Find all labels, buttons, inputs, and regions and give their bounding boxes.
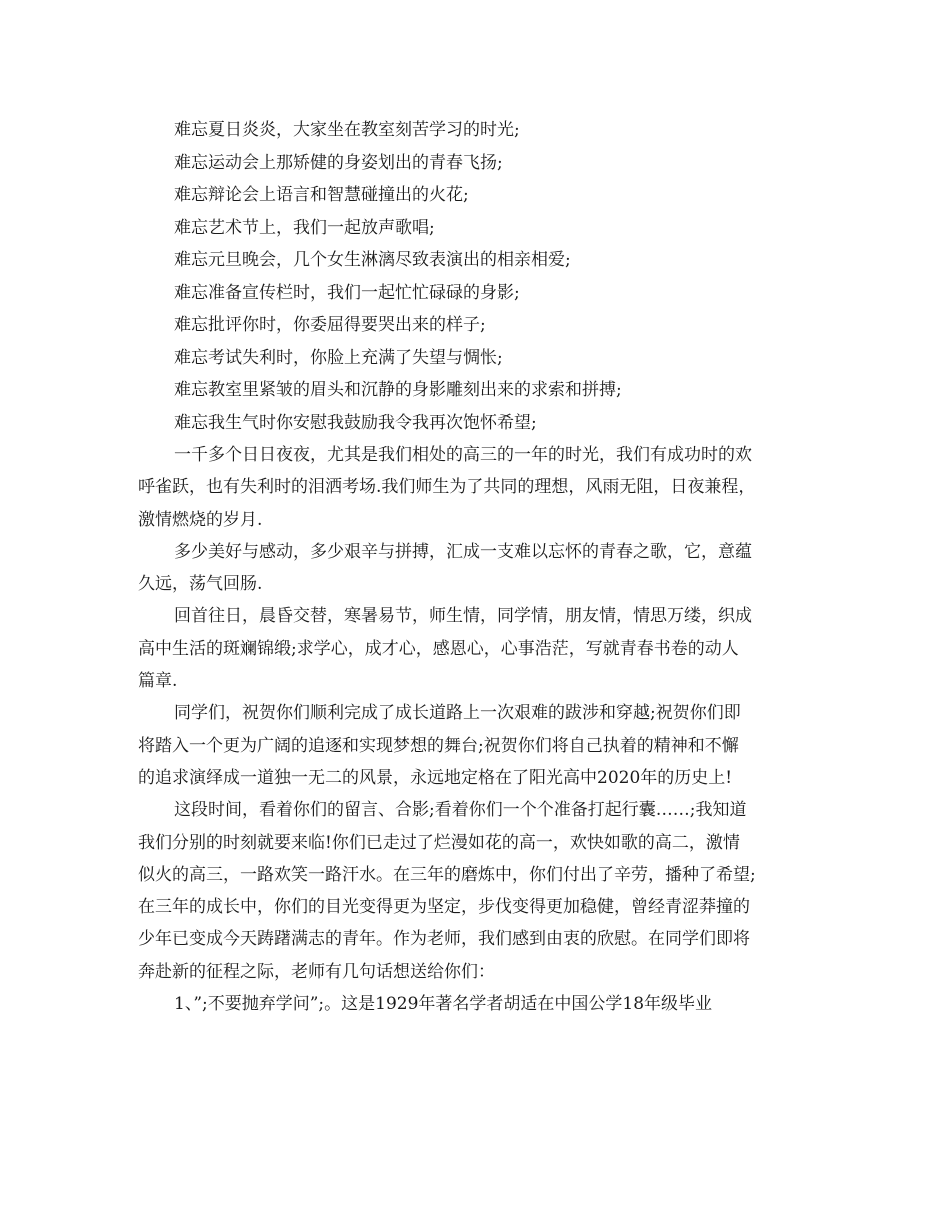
document-body (138, 114, 828, 1020)
paragraph-line: 一千多个日日夜夜，尤其是我们相处的高三的一年的时光，我们有成功时的欢 (174, 445, 752, 465)
memory-line: 难忘教室里紧皱的眉头和沉静的身影雕刻出来的求索和拼搏; (174, 380, 622, 400)
paragraph (138, 600, 828, 697)
paragraph-line: 激情燃烧的岁月. (138, 509, 263, 530)
paragraph (138, 697, 828, 794)
paragraph-line: 将踏入一个更为广阔的追逐和实现梦想的舞台;祝贺你们将自己执着的精神和不懈 (138, 735, 739, 756)
memory-line: 难忘运动会上那矫健的身姿划出的青春飞扬; (174, 152, 503, 173)
paragraph (138, 794, 828, 988)
paragraph-line: 似火的高三，一路欢笑一路汗水。在三年的磨炼中，你们付出了辛劳，播种了希望; (138, 864, 756, 885)
paragraph-line: 多少美好与感动，多少艰辛与拼搏，汇成一支难以忘怀的青春之歌，它，意蕴 (174, 541, 752, 562)
memory-line: 难忘艺术节上，我们一起放声歌唱; (174, 217, 435, 238)
paragraph-line: 1、”;不要抛弃学问”;。这是1929年著名学者胡适在中国公学18年级毕业 (174, 994, 713, 1015)
memory-line: 难忘夏日炎炎，大家坐在教室刻苦学习的时光; (174, 120, 520, 140)
paragraph-line: 篇章. (138, 671, 178, 692)
paragraph-line: 久远，荡气回肠. (138, 574, 263, 595)
memory-line: 难忘元旦晚会，几个女生淋漓尽致表演出的相亲相爱; (174, 250, 571, 270)
memory-line: 难忘批评你时，你委屈得要哭出来的样子; (174, 315, 486, 335)
paragraph (138, 536, 828, 601)
paragraph-line: 呼雀跃，也有失利时的泪洒考场.我们师生为了共同的理想，风雨无阻，日夜兼程， (138, 477, 756, 498)
memory-line: 难忘考试失利时，你脸上充满了失望与惆怅; (174, 347, 503, 368)
memory-line: 难忘辩论会上语言和智慧碰撞出的火花; (174, 185, 469, 205)
memory-line: 难忘准备宣传栏时，我们一起忙忙碌碌的身影; (174, 282, 520, 303)
paragraph-line: 高中生活的斑斓锦缎;求学心，成才心，感恩心，心事浩茫，写就青春书卷的动人 (138, 638, 739, 659)
paragraph-line: 在三年的成长中，你们的目光变得更为坚定，步伐变得更加稳健，曾经青涩莽撞的 (138, 897, 750, 918)
paragraph-line: 我们分别的时刻就要来临!你们已走过了烂漫如花的高一，欢快如歌的高二，激情 (138, 832, 740, 853)
paragraph-line: 同学们，祝贺你们顺利完成了成长道路上一次艰难的跋涉和穿越;祝贺你们即 (174, 703, 741, 724)
paragraph-line: 回首往日，晨昏交替，寒暑易节，师生情，同学情，朋友情，情思万缕，织成 (174, 606, 752, 627)
paragraph-line: 奔赴新的征程之际，老师有几句话想送给你们： (138, 961, 495, 982)
paragraph (138, 439, 828, 536)
paragraph-line: 这段时间，看着你们的留言、合影;看着你们一个个准备打起行囊……;我知道 (174, 800, 747, 821)
paragraph-line: 少年已变成今天踌躇满志的青年。作为老师，我们感到由衷的欣慰。在同学们即将 (138, 929, 750, 950)
paragraph (138, 988, 828, 1020)
memory-line: 难忘我生气时你安慰我鼓励我令我再次饱怀希望; (174, 412, 537, 433)
paragraph-line: 的追求演绎成一道独一无二的风景，永远地定格在了阳光高中2020年的历史上! (138, 767, 733, 788)
